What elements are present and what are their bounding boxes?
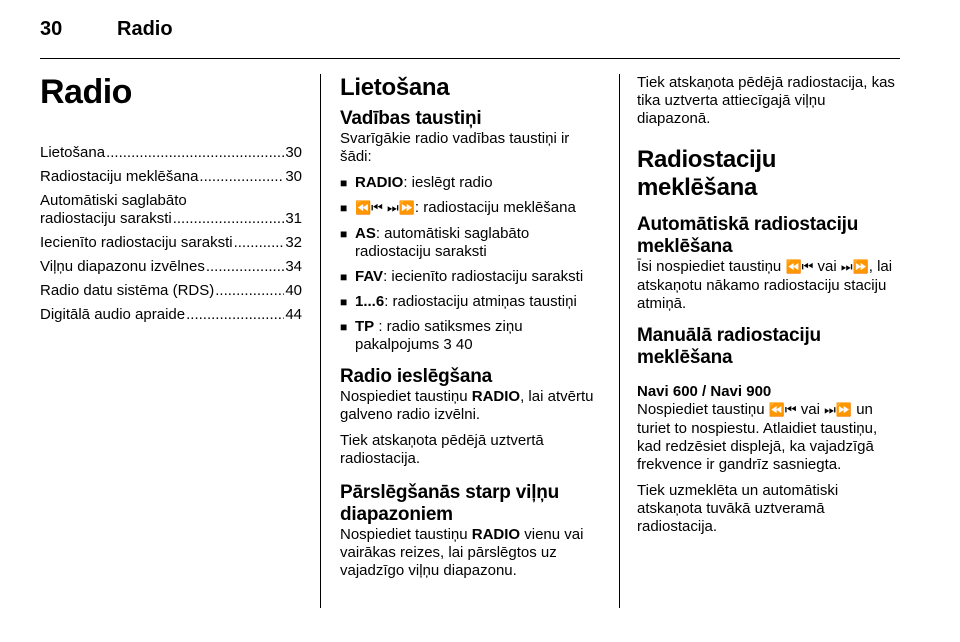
toc-entry[interactable]: Viļņu diapazonu izvēlnes ..... 34 xyxy=(40,258,302,276)
bullet-icon: ■ xyxy=(340,295,348,309)
list-item: ■ FAV: iecienīto radiostaciju saraksti xyxy=(340,268,584,285)
subsection-heading: Radio ieslēgšana xyxy=(340,366,493,387)
column-divider xyxy=(619,74,620,608)
seek-back-icon: ⏪⏮ xyxy=(768,403,797,418)
paragraph: Nospiediet taustiņu RADIO vienu vai vairākas reizes, lai pārslēgtos uz vajadzīgo viļņu diapazonu. xyxy=(340,526,584,579)
bullet-icon: ■ xyxy=(340,227,348,241)
toc-entry[interactable]: Digitālā audio apraide ..... 44 xyxy=(40,306,302,324)
subsection-heading: Pārslēgšanās starp viļņu diapazoniem xyxy=(340,482,560,525)
bullet-icon: ■ xyxy=(340,320,348,334)
bullet-icon: ■ xyxy=(340,176,348,190)
chapter-title: Radio xyxy=(40,73,132,111)
section-heading: Radiostaciju meklēšana xyxy=(637,146,777,201)
toc-column xyxy=(40,74,302,330)
subsection-heading: Vadības taustiņi xyxy=(340,108,482,129)
paragraph: Nospiediet taustiņu ⏪⏮ vai ⏭⏩ un turiet to nospiestu. Atlaidiet taustiņu, kad redzēsiet displejā, ka vajadzīgā frekvence ir gandrīz sasniegta. xyxy=(637,401,878,473)
toc-entry[interactable]: Automātiski saglabāto radiostaciju saraksti ..... 31 xyxy=(40,192,302,228)
toc-list xyxy=(40,144,302,324)
bullet-icon: ■ xyxy=(340,270,348,284)
bullet-icon: ■ xyxy=(340,201,348,215)
toc-entry[interactable]: Lietošana ..... 30 xyxy=(40,144,302,162)
search-column xyxy=(637,74,902,544)
model-subheading: Navi 600 / Navi 900 xyxy=(637,383,772,400)
toc-entry[interactable]: Radiostaciju meklēšana ..... 30 xyxy=(40,168,302,186)
list-item: ■ RADIO: ieslēgt radio xyxy=(340,174,493,191)
paragraph: Īsi nospiediet taustiņu ⏪⏮ vai ⏭⏩, lai atskaņotu nākamo radiostaciju staciju atmiņā. xyxy=(637,258,893,312)
seek-forward-icon: ⏭⏩ xyxy=(840,260,869,275)
list-item: ■ 1...6: radiostaciju atmiņas taustiņi xyxy=(340,293,577,310)
paragraph: Nospiediet taustiņu RADIO, lai atvērtu galveno radio izvēlni. xyxy=(340,388,594,423)
column-divider xyxy=(320,74,321,608)
list-item: ■ ⏪⏮ ⏭⏩: radiostaciju meklēšana xyxy=(340,199,576,216)
paragraph: Tiek atskaņota pēdējā radiostacija, kas tika uztverta attiecīgajā viļņu diapazonā. xyxy=(637,74,895,127)
subsection-heading: Manuālā radiostaciju meklēšana xyxy=(637,325,821,368)
seek-back-icon: ⏪⏮ xyxy=(785,260,814,275)
toc-entry[interactable]: Radio datu sistēma (RDS) ..... 40 xyxy=(40,282,302,300)
section-heading: Lietošana xyxy=(340,74,450,101)
list-item: ■ TP : radio satiksmes ziņu pakalpojums 3 40 xyxy=(340,318,523,353)
section-title: Radio xyxy=(117,18,173,40)
page-reference[interactable]: 3 40 xyxy=(443,336,473,353)
paragraph: Tiek atskaņota pēdējā uztvertā radiostacija. xyxy=(340,432,544,467)
seek-forward-icon: ⏭⏩ xyxy=(824,403,853,418)
operation-column xyxy=(340,74,605,588)
toc-entry[interactable]: Iecienīto radiostaciju saraksti ..... 32 xyxy=(40,234,302,252)
seek-buttons-icon: ⏪⏮ ⏭⏩ xyxy=(355,201,415,216)
subsection-heading: Automātiskā radiostaciju meklēšana xyxy=(637,214,859,257)
list-item: ■ AS: automātiski saglabāto radiostaciju saraksti xyxy=(340,225,530,260)
header-rule xyxy=(40,58,900,59)
page-number: 30 xyxy=(40,18,63,40)
paragraph: Tiek uzmeklēta un automātiski atskaņota tuvākā uztveramā radiostacija. xyxy=(637,482,839,535)
paragraph: Svarīgākie radio vadības taustiņi ir šādi: xyxy=(340,130,570,165)
